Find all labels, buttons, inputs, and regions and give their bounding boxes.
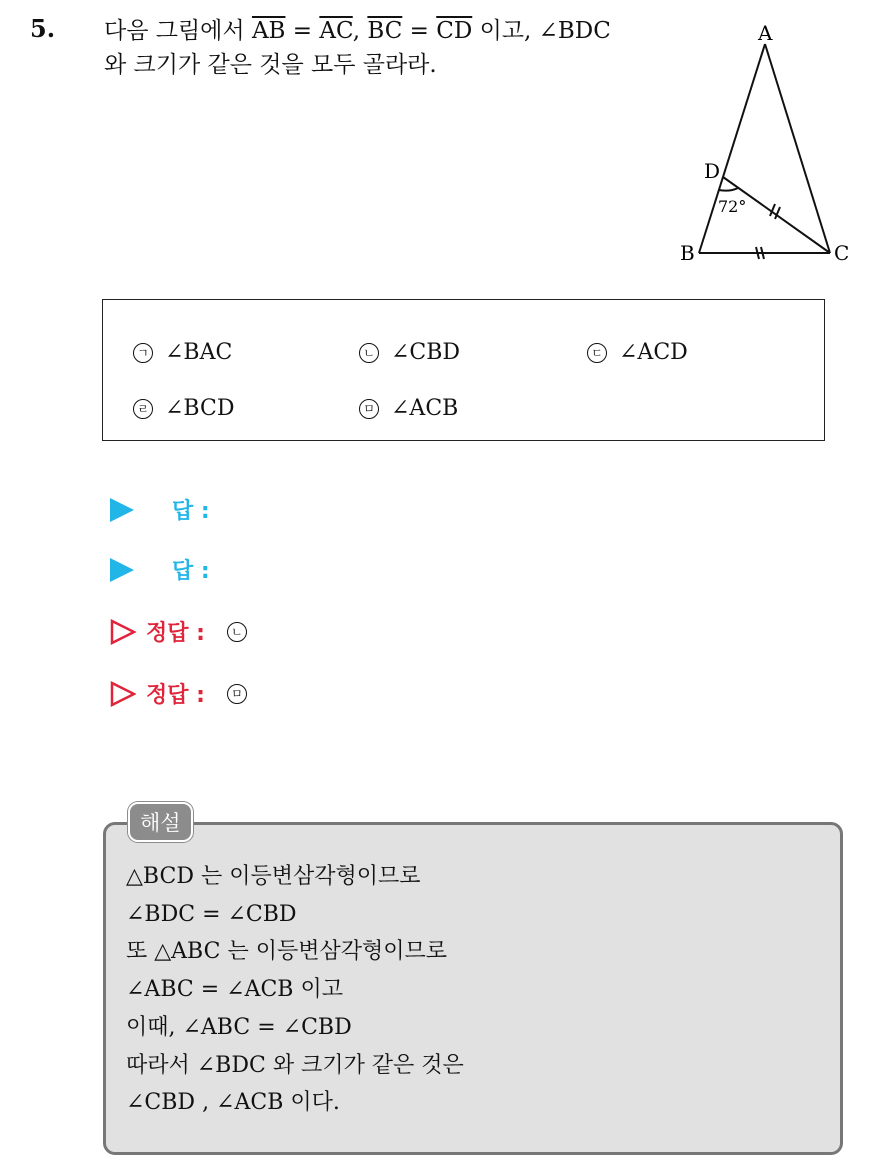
- choices-box: [102, 299, 825, 441]
- outline-triangle-icon: [110, 619, 136, 645]
- angle-72-label: 72°: [718, 197, 747, 216]
- choice-5: [359, 396, 458, 421]
- segment-ab: $\overline{AB}$: [251, 18, 286, 44]
- explanation-line: △BCD 는 이등변삼각형이므로: [126, 864, 421, 889]
- segment-cd: $\overline{CD}$: [436, 18, 473, 44]
- answer-label: 답 :: [172, 499, 210, 524]
- correct-answer-mark: ㅁ: [227, 684, 247, 704]
- choice-text: ∠ACD: [619, 340, 688, 365]
- segment-ac: $\overline{AC}$: [319, 18, 353, 44]
- correct-answer-mark: ㄴ: [227, 622, 247, 642]
- equals-sign: =: [285, 18, 320, 44]
- choice-text: ∠CBD: [391, 340, 461, 365]
- correct-answer-label: 정답 :: [146, 621, 205, 646]
- label-b: B: [680, 241, 695, 265]
- choice-1: [133, 340, 232, 365]
- correct-answer-row-2: [110, 678, 247, 709]
- correct-answer-label: 정답 :: [146, 683, 205, 708]
- choice-3: [587, 340, 688, 365]
- question-line2: 와 크기가 같은 것을 모두 골라라.: [104, 52, 437, 78]
- explanation-line: 또 △ABC 는 이등변삼각형이므로: [126, 939, 447, 965]
- label-a: A: [758, 21, 773, 45]
- explanation-tab: 해설: [128, 802, 193, 842]
- question-line1-prefix: 다음 그림에서: [104, 18, 252, 44]
- angle-arc: [719, 188, 738, 191]
- filled-triangle-icon: [110, 558, 134, 582]
- explanation-line: ∠CBD , ∠ACB 이다.: [126, 1090, 340, 1116]
- label-d: D: [704, 159, 721, 183]
- comma: ,: [352, 18, 368, 44]
- choice-2: [359, 340, 460, 365]
- side-ac: [765, 44, 830, 253]
- choice-text: ∠BCD: [165, 396, 235, 421]
- choice-mark: ㄴ: [359, 343, 379, 363]
- segment-bc: $\overline{BC}$: [367, 18, 403, 44]
- choice-4: [133, 396, 234, 421]
- explanation-line: 이때, ∠ABC = ∠CBD: [126, 1014, 352, 1040]
- question-text: [104, 14, 664, 82]
- choice-text: ∠BAC: [165, 340, 233, 365]
- outline-triangle-icon: [110, 681, 136, 707]
- correct-answer-row-1: [110, 616, 247, 647]
- choice-text: ∠ACB: [391, 396, 459, 421]
- answer-row-1: [110, 494, 210, 525]
- explanation-line: 따라서 ∠BDC 와 크기가 같은 것은: [126, 1052, 464, 1078]
- choice-mark: ㄱ: [133, 343, 153, 363]
- answer-label: 답 :: [172, 559, 210, 584]
- explanation-text: [126, 858, 464, 1122]
- choice-mark: ㄹ: [133, 399, 153, 419]
- label-c: C: [834, 241, 850, 265]
- question-number: 5.: [30, 14, 56, 43]
- filled-triangle-icon: [110, 498, 134, 522]
- answer-row-2: [110, 554, 210, 585]
- explanation-line: ∠ABC = ∠ACB 이고: [126, 977, 343, 1003]
- question-line1-suffix: 이고, ∠BDC: [472, 18, 611, 44]
- explanation-line: ∠BDC = ∠CBD: [126, 901, 297, 927]
- choice-mark: ㅁ: [359, 399, 379, 419]
- side-ab: [699, 44, 765, 253]
- triangle-figure: [672, 20, 862, 270]
- equals-sign: =: [402, 18, 437, 44]
- choice-mark: ㄷ: [587, 343, 607, 363]
